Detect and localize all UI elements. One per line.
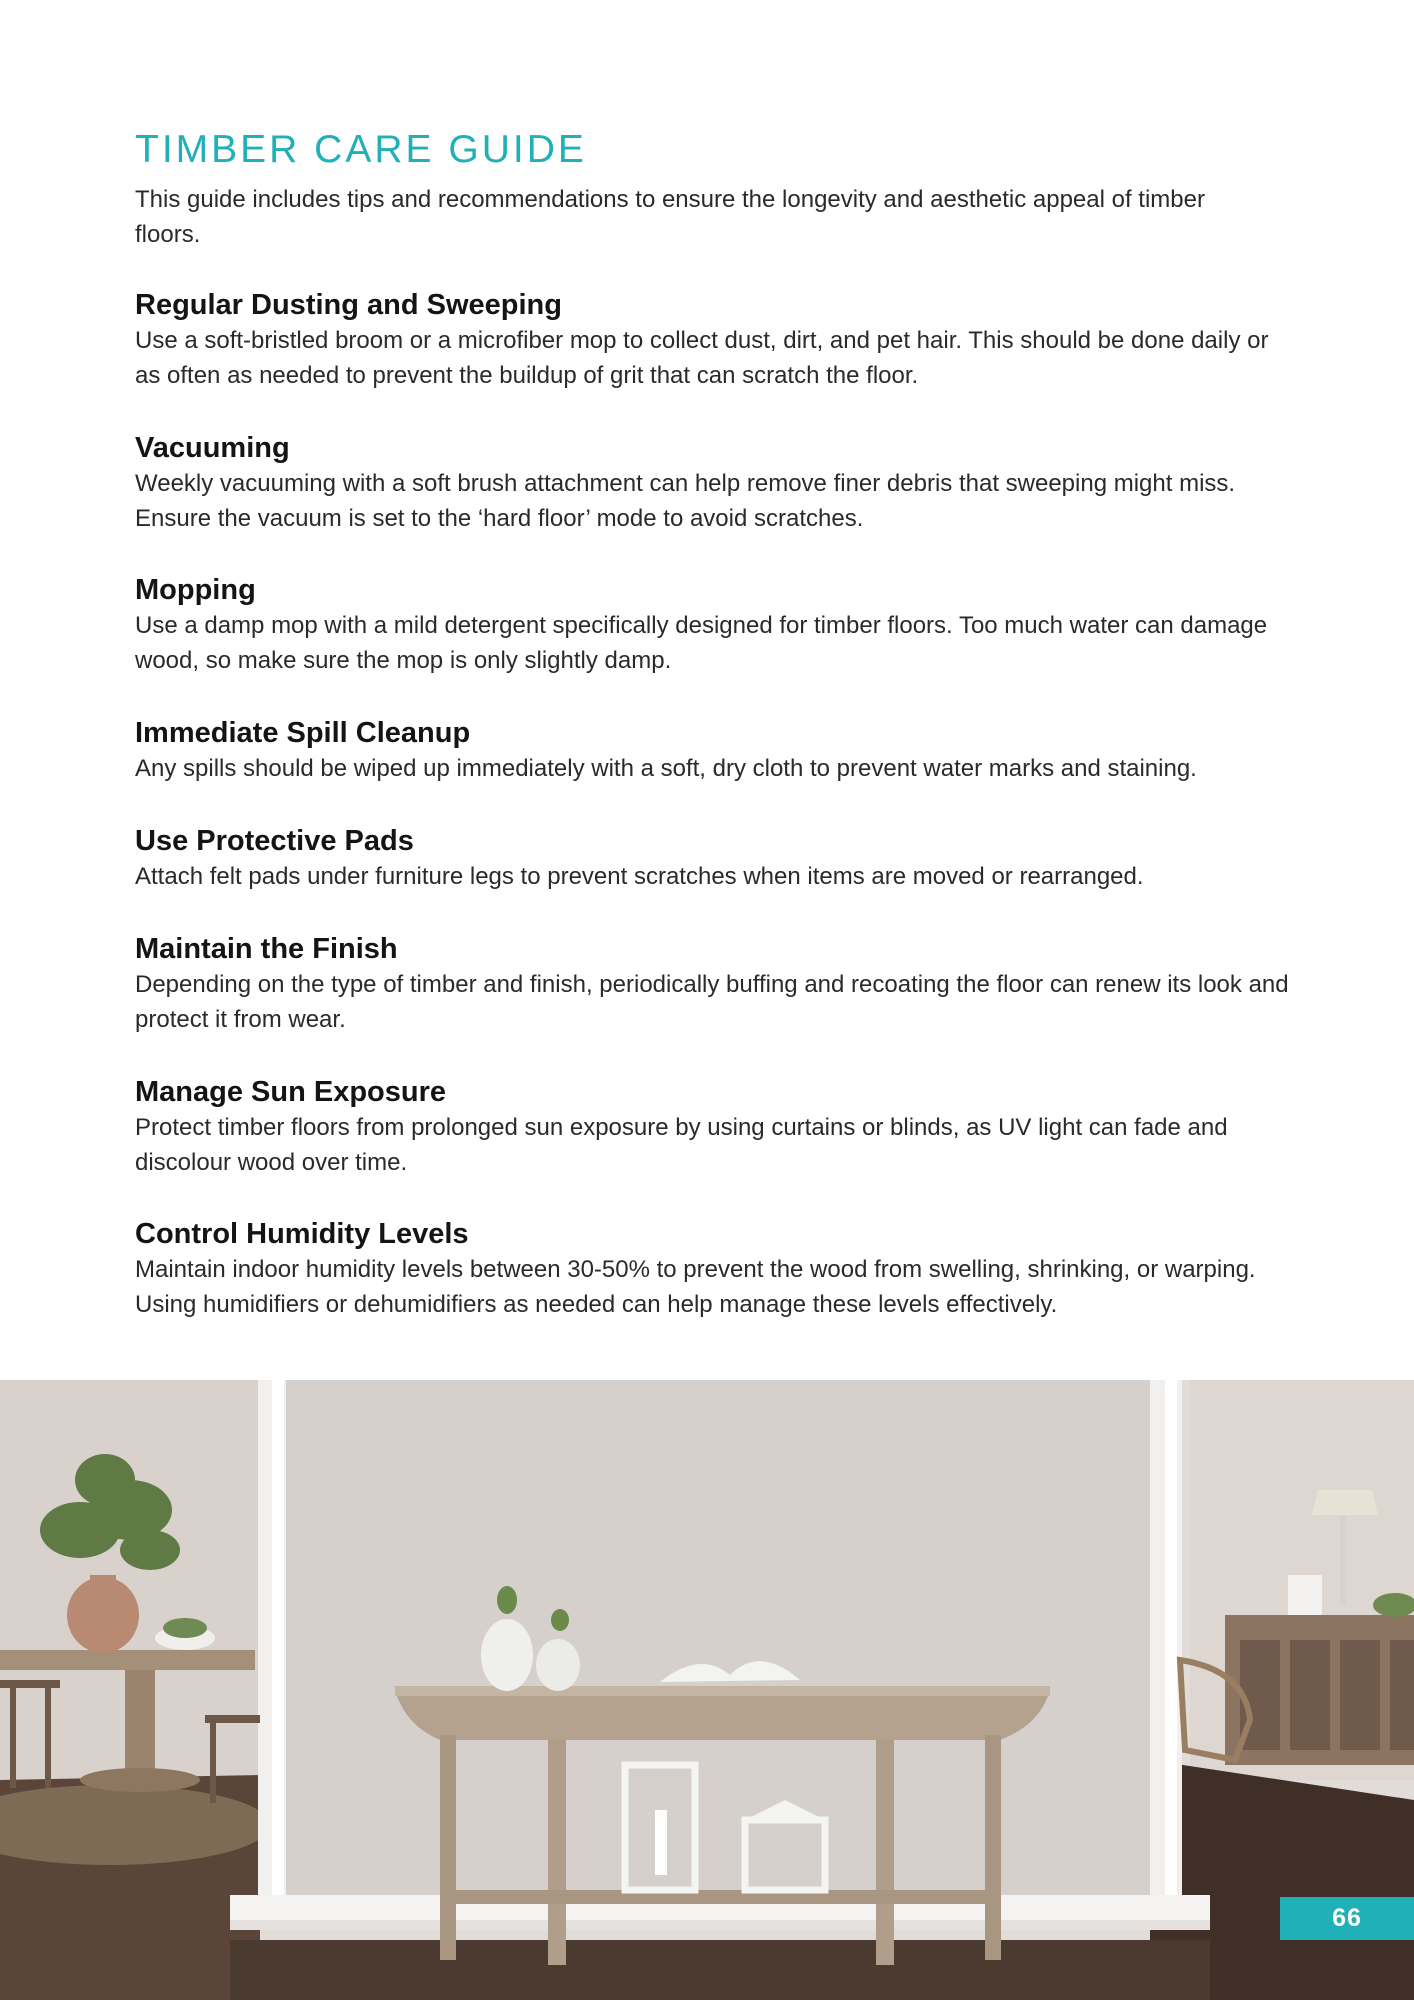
section-body: Any spills should be wiped up immediately with a soft, dry cloth to prevent water marks and staining. xyxy=(135,755,1197,782)
page-title: TIMBER CARE GUIDE xyxy=(135,128,587,171)
section-spill-cleanup xyxy=(135,715,1295,786)
section-sun-exposure xyxy=(135,1074,1295,1180)
section-heading: Vacuuming xyxy=(135,432,290,464)
section-heading: Immediate Spill Cleanup xyxy=(135,717,471,749)
section-heading: Use Protective Pads xyxy=(135,825,414,857)
interior-photo xyxy=(0,1380,1414,2000)
section-heading: Regular Dusting and Sweeping xyxy=(135,289,562,321)
section-dusting xyxy=(135,287,1295,393)
section-body: Use a damp mop with a mild detergent specifically designed for timber floors. Too much water can damage wood, so make sure the mop is only slightly damp. xyxy=(135,612,1268,674)
page-number-badge: 66 xyxy=(1280,1897,1414,1940)
section-heading: Maintain the Finish xyxy=(135,933,398,965)
section-protective-pads xyxy=(135,823,1295,894)
section-heading: Control Humidity Levels xyxy=(135,1218,469,1250)
section-body: Use a soft-bristled broom or a microfiber mop to collect dust, dirt, and pet hair. This should be done daily or as often as needed to prevent the buildup of grit that can scratch the floor. xyxy=(135,327,1269,389)
section-mopping xyxy=(135,572,1295,678)
section-body: Maintain indoor humidity levels between 30-50% to prevent the wood from swelling, shrinking, or warping. Using humidifiers or dehumidifiers as needed can help manage these levels effectively. xyxy=(135,1256,1256,1318)
section-body: Protect timber floors from prolonged sun exposure by using curtains or blinds, as UV light can fade and discolour wood over time. xyxy=(135,1114,1228,1176)
section-heading: Mopping xyxy=(135,574,256,606)
section-vacuuming xyxy=(135,430,1295,536)
section-heading: Manage Sun Exposure xyxy=(135,1076,447,1108)
section-body: Attach felt pads under furniture legs to prevent scratches when items are moved or rearranged. xyxy=(135,863,1144,890)
section-humidity xyxy=(135,1216,1295,1322)
section-body: Depending on the type of timber and finish, periodically buffing and recoating the floor can renew its look and protect it from wear. xyxy=(135,971,1289,1033)
section-body: Weekly vacuuming with a soft brush attachment can help remove finer debris that sweeping might miss. Ensure the vacuum is set to the ‘hard floor’ mode to avoid scratches. xyxy=(135,470,1236,532)
intro-paragraph: This guide includes tips and recommendations to ensure the longevity and aesthetic appeal of timber floors. xyxy=(135,186,1205,248)
section-finish xyxy=(135,931,1295,1037)
